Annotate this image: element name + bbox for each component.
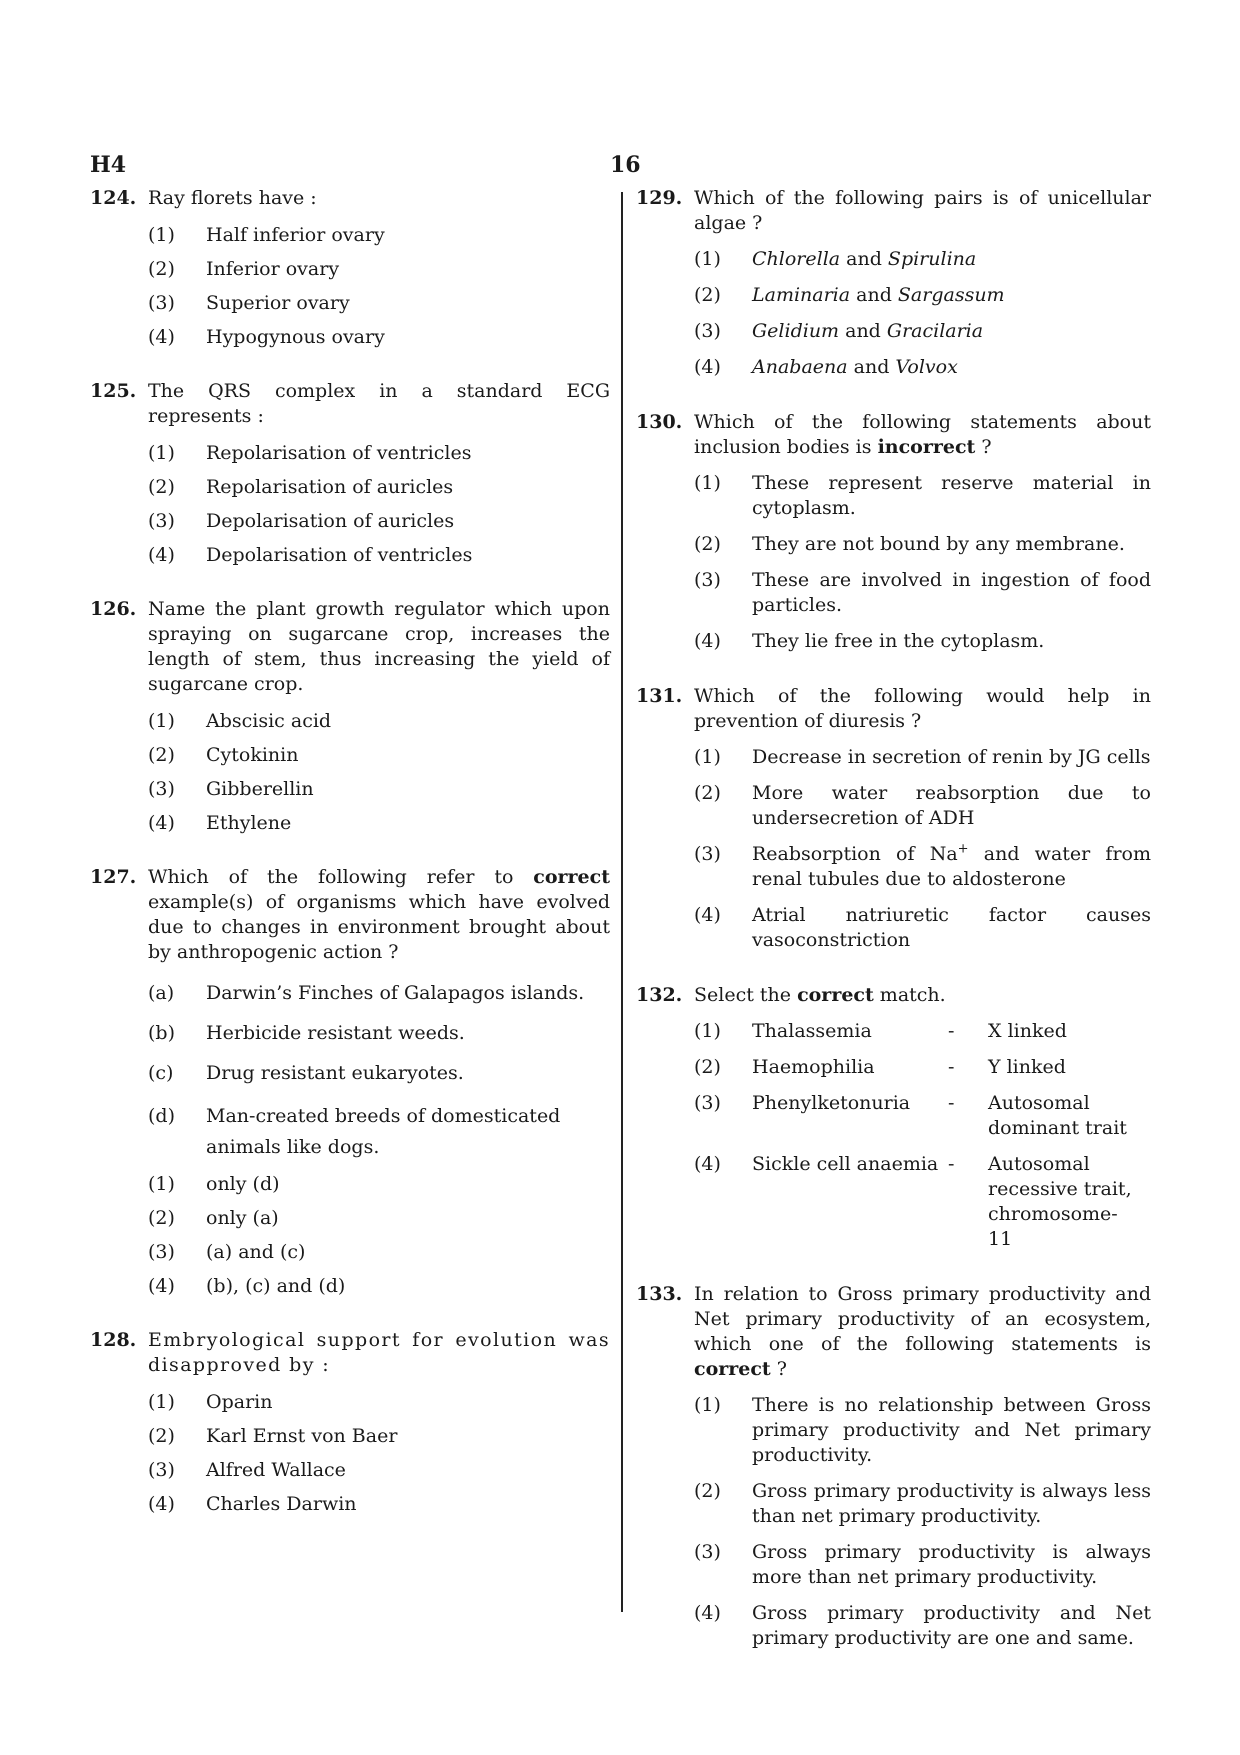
question-stem: Which of the following pairs is of unicellular algae ? xyxy=(694,187,1151,234)
question-132 xyxy=(636,983,1151,1252)
question-126 xyxy=(90,597,610,836)
option-label: (3) xyxy=(148,1241,175,1263)
match-dash: - xyxy=(948,1153,955,1175)
question-127 xyxy=(90,865,610,1299)
question-133 xyxy=(636,1282,1151,1651)
question-125 xyxy=(90,379,610,568)
option xyxy=(694,842,1151,892)
question-number: 130. xyxy=(636,411,683,433)
match-left: Haemophilia xyxy=(752,1056,875,1078)
option-text: Half inferior ovary xyxy=(206,224,385,246)
option xyxy=(148,743,610,768)
option-label: (2) xyxy=(694,533,721,555)
option-text: Atrial natriuretic factor causes vasoconstriction xyxy=(752,904,1151,951)
match-row xyxy=(694,1055,1151,1080)
option-label: (1) xyxy=(694,1020,721,1042)
match-right: Autosomal dominant trait xyxy=(988,1092,1127,1139)
statement-item xyxy=(148,1101,610,1163)
option xyxy=(148,509,610,534)
option-text: Depolarisation of auricles xyxy=(206,510,455,532)
item-label: (b) xyxy=(148,1022,175,1044)
option-label: (1) xyxy=(148,442,175,464)
option-label: (4) xyxy=(148,1275,175,1297)
question-stem: Name the plant growth regulator which upon spraying on sugarcane crop, increases the length of stem, thus increasing the yield of sugarcane crop. xyxy=(148,598,610,695)
question-number: 126. xyxy=(90,598,137,620)
option xyxy=(148,543,610,568)
option-label: (3) xyxy=(148,510,175,532)
match-dash: - xyxy=(948,1092,955,1114)
option-label: (3) xyxy=(694,1092,721,1114)
option-label: (4) xyxy=(694,630,721,652)
option-text: Karl Ernst von Baer xyxy=(206,1425,398,1447)
option xyxy=(694,781,1151,831)
question-stem: Embryological support for evolution was disapproved by : xyxy=(148,1329,610,1376)
option-label: (2) xyxy=(148,744,175,766)
option-text: They lie free in the cytoplasm. xyxy=(752,630,1045,652)
option xyxy=(694,319,1151,344)
option-label: (4) xyxy=(148,544,175,566)
option-label: (2) xyxy=(148,1207,175,1229)
option-text: Gross primary productivity is always more than net primary productivity. xyxy=(752,1541,1151,1588)
question-stem: Which of the following statements about inclusion bodies is incorrect ? xyxy=(694,411,1151,458)
item-text: Man-created breeds of domesticated animals like dogs. xyxy=(206,1105,561,1158)
option xyxy=(148,1424,610,1449)
item-text: Drug resistant eukaryotes. xyxy=(206,1062,464,1084)
question-130 xyxy=(636,410,1151,654)
option-text: More water reabsorption due to undersecretion of ADH xyxy=(752,782,1151,829)
option-label: (1) xyxy=(148,224,175,246)
match-row xyxy=(694,1019,1151,1044)
option-text: only (d) xyxy=(206,1173,280,1195)
statement-item xyxy=(148,1061,610,1086)
option-text: Superior ovary xyxy=(206,292,350,314)
option xyxy=(148,291,610,316)
option xyxy=(694,1601,1151,1651)
option-text: Repolarisation of auricles xyxy=(206,476,454,498)
option-label: (4) xyxy=(694,1153,721,1175)
option-text: Charles Darwin xyxy=(206,1493,357,1515)
option-label: (1) xyxy=(148,1173,175,1195)
option-text: Gibberellin xyxy=(206,778,314,800)
item-label: (c) xyxy=(148,1062,174,1084)
option-text: Abscisic acid xyxy=(206,710,332,732)
match-right: Autosomal recessive trait, chromosome-11 xyxy=(988,1153,1132,1250)
column-divider xyxy=(621,192,623,1612)
option-text: These are involved in ingestion of food particles. xyxy=(752,569,1151,616)
question-number: 129. xyxy=(636,187,683,209)
option-label: (1) xyxy=(694,248,721,270)
option-text: (b), (c) and (d) xyxy=(206,1275,346,1297)
item-text: Herbicide resistant weeds. xyxy=(206,1022,465,1044)
option-label: (2) xyxy=(694,782,721,804)
question-128 xyxy=(90,1328,610,1517)
question-number: 132. xyxy=(636,984,683,1006)
option-text: There is no relationship between Gross primary productivity and Net primary productivity. xyxy=(752,1394,1151,1466)
question-129 xyxy=(636,186,1151,380)
option xyxy=(148,1274,610,1299)
option xyxy=(148,1390,610,1415)
option xyxy=(694,247,1151,272)
question-number: 131. xyxy=(636,685,683,707)
paper-code: H4 xyxy=(90,152,127,178)
option xyxy=(694,283,1151,308)
option-label: (3) xyxy=(148,292,175,314)
option-text: Decrease in secretion of renin by JG cells xyxy=(752,746,1151,768)
option-text: Cytokinin xyxy=(206,744,299,766)
match-left: Phenylketonuria xyxy=(752,1092,911,1114)
option xyxy=(148,257,610,282)
item-label: (d) xyxy=(148,1105,175,1127)
option-text: They are not bound by any membrane. xyxy=(752,533,1125,555)
question-number: 128. xyxy=(90,1329,137,1351)
option xyxy=(694,568,1151,618)
option xyxy=(148,1206,610,1231)
match-right: Y linked xyxy=(988,1056,1066,1078)
question-number: 133. xyxy=(636,1283,683,1305)
match-left: Thalassemia xyxy=(752,1020,872,1042)
question-stem: The QRS complex in a standard ECG represents : xyxy=(148,380,610,427)
option-text: These represent reserve material in cytoplasm. xyxy=(752,472,1151,519)
option-text: Laminaria and Sargassum xyxy=(752,284,1005,306)
option-text: Inferior ovary xyxy=(206,258,340,280)
question-stem: In relation to Gross primary productivity and Net primary productivity of an ecosystem, which one of the following statements is correct ? xyxy=(694,1283,1151,1380)
option xyxy=(148,1492,610,1517)
option-text: Gross primary productivity is always less than net primary productivity. xyxy=(752,1480,1151,1527)
option-label: (4) xyxy=(694,904,721,926)
item-label: (a) xyxy=(148,982,175,1004)
left-column xyxy=(90,186,610,1517)
option-label: (3) xyxy=(148,778,175,800)
option-text: Ethylene xyxy=(206,812,292,834)
statement-item xyxy=(148,981,610,1006)
question-stem: Ray florets have : xyxy=(148,187,317,209)
option-label: (2) xyxy=(148,476,175,498)
match-dash: - xyxy=(948,1056,955,1078)
match-left: Sickle cell anaemia xyxy=(752,1153,939,1175)
option xyxy=(148,1458,610,1483)
option-text: Chlorella and Spirulina xyxy=(752,248,977,270)
question-124 xyxy=(90,186,610,350)
option-label: (3) xyxy=(694,320,721,342)
right-column xyxy=(636,186,1151,1651)
question-number: 125. xyxy=(90,380,137,402)
match-row xyxy=(694,1152,1151,1252)
option-label: (1) xyxy=(694,472,721,494)
option xyxy=(694,471,1151,521)
match-dash: - xyxy=(948,1020,955,1042)
option xyxy=(694,1540,1151,1590)
option xyxy=(694,903,1151,953)
option xyxy=(148,441,610,466)
question-stem: Select the correct match. xyxy=(694,984,946,1006)
option xyxy=(694,629,1151,654)
statement-item xyxy=(148,1021,610,1046)
option-label: (1) xyxy=(694,746,721,768)
match-right: X linked xyxy=(988,1020,1067,1042)
option-text: Reabsorption of Na+ and water from renal tubules due to aldosterone xyxy=(752,841,1151,890)
option xyxy=(694,745,1151,770)
option-label: (4) xyxy=(148,812,175,834)
option-label: (2) xyxy=(148,1425,175,1447)
question-stem: Which of the following would help in prevention of diuresis ? xyxy=(694,685,1151,732)
option-label: (2) xyxy=(694,1056,721,1078)
question-number: 127. xyxy=(90,866,137,888)
question-number: 124. xyxy=(90,187,137,209)
option-text: Gross primary productivity and Net primary productivity are one and same. xyxy=(752,1602,1151,1649)
item-text: Darwin’s Finches of Galapagos islands. xyxy=(206,982,585,1004)
page-number: 16 xyxy=(610,152,641,178)
option-label: (4) xyxy=(148,1493,175,1515)
option xyxy=(148,325,610,350)
option xyxy=(148,1240,610,1265)
option xyxy=(148,223,610,248)
option-label: (1) xyxy=(148,1391,175,1413)
option-text: Gelidium and Gracilaria xyxy=(752,320,984,342)
option-text: only (a) xyxy=(206,1207,279,1229)
option xyxy=(694,355,1151,380)
option xyxy=(694,1479,1151,1529)
option-label: (1) xyxy=(694,1394,721,1416)
question-131 xyxy=(636,684,1151,953)
option-text: Hypogynous ovary xyxy=(206,326,385,348)
option xyxy=(148,811,610,836)
option-text: Alfred Wallace xyxy=(206,1459,346,1481)
option-label: (3) xyxy=(694,1541,721,1563)
option xyxy=(694,532,1151,557)
option-label: (4) xyxy=(694,1602,721,1624)
option-label: (3) xyxy=(148,1459,175,1481)
option-label: (4) xyxy=(148,326,175,348)
option-label: (2) xyxy=(694,1480,721,1502)
option-label: (2) xyxy=(148,258,175,280)
option xyxy=(148,1172,610,1197)
option xyxy=(694,1393,1151,1468)
match-row xyxy=(694,1091,1151,1141)
option-text: Repolarisation of ventricles xyxy=(206,442,472,464)
option-text: (a) and (c) xyxy=(206,1241,306,1263)
option-text: Depolarisation of ventricles xyxy=(206,544,473,566)
option xyxy=(148,475,610,500)
option-label: (3) xyxy=(694,843,721,865)
option-label: (1) xyxy=(148,710,175,732)
option-text: Anabaena and Volvox xyxy=(752,356,958,378)
option-label: (2) xyxy=(694,284,721,306)
option-label: (4) xyxy=(694,356,721,378)
option-label: (3) xyxy=(694,569,721,591)
option xyxy=(148,777,610,802)
question-stem: Which of the following refer to correct example(s) of organisms which have evolved due to changes in environment brought about by anthropogenic action ? xyxy=(148,866,610,963)
option xyxy=(148,709,610,734)
option-text: Oparin xyxy=(206,1391,273,1413)
